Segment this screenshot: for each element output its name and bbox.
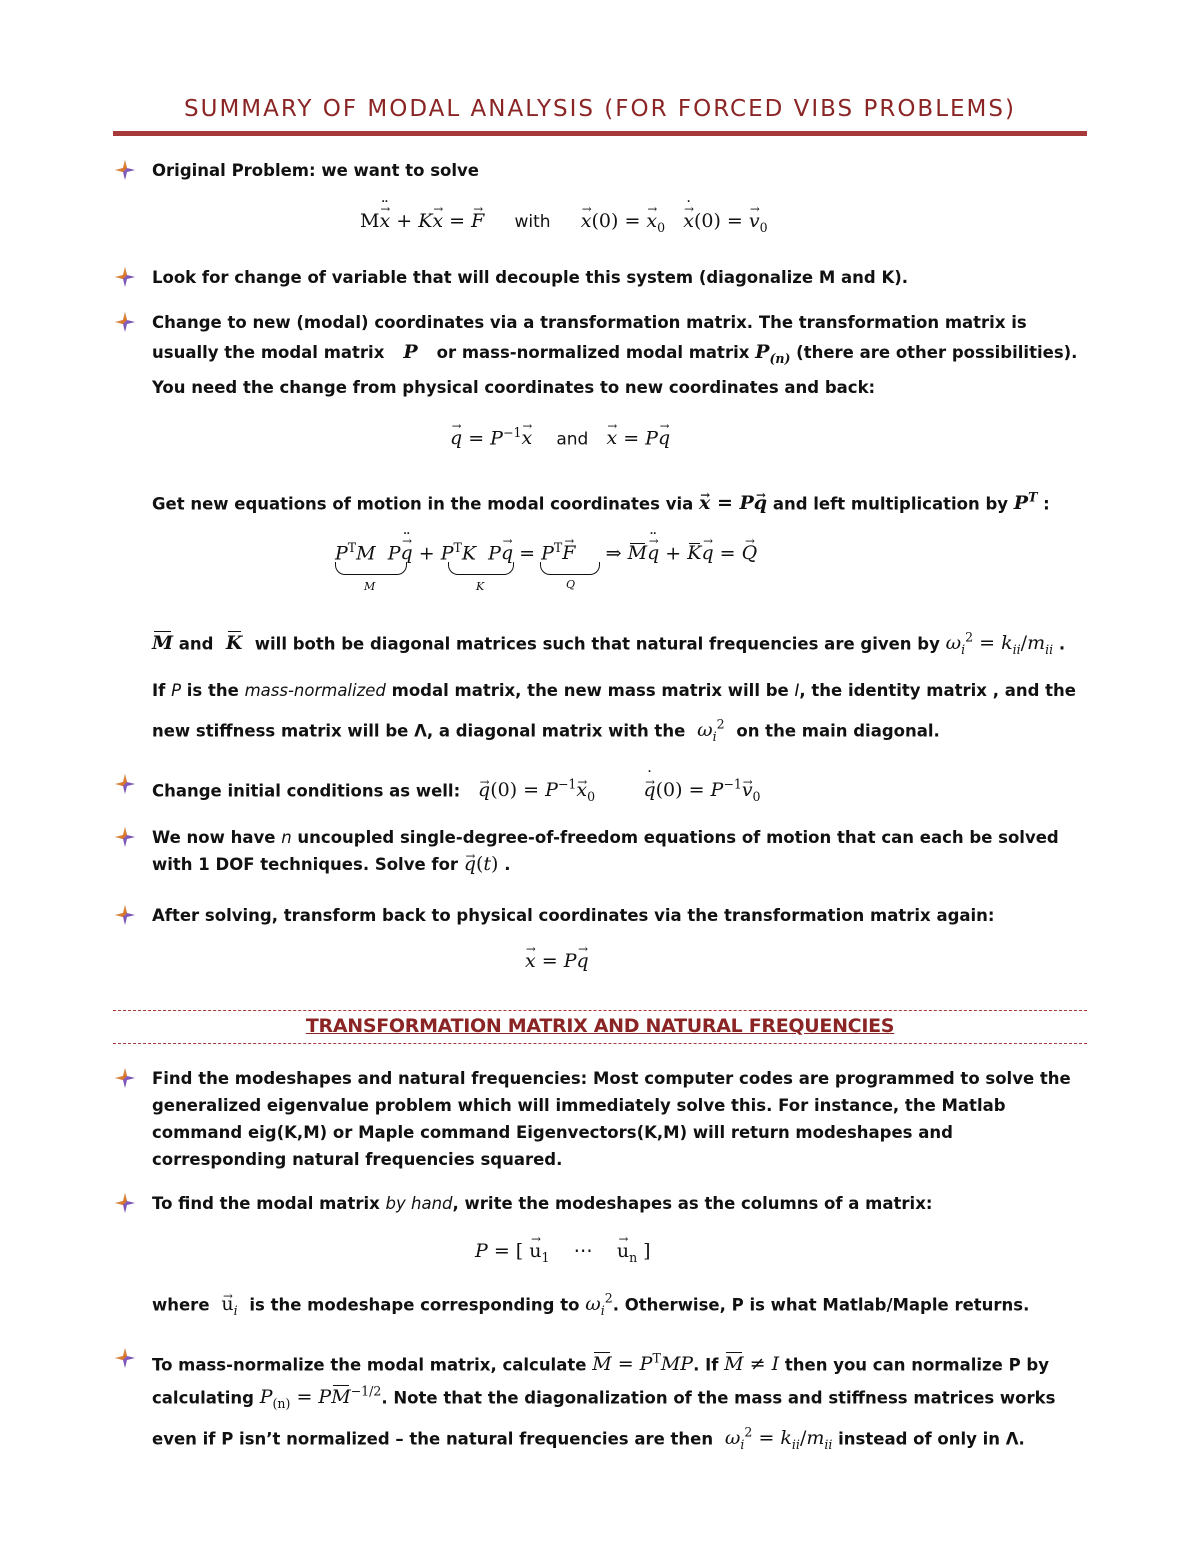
bullet-icon bbox=[113, 825, 137, 849]
bullet-icon bbox=[113, 310, 137, 334]
modeshape-definition-line: where → $u_i$ is the modeshape corresponding to $\omega_i^2$. Otherwise, P is what Matlab/Maple returns. bbox=[152, 1285, 1029, 1324]
title-rule bbox=[113, 131, 1087, 136]
with-word: with bbox=[514, 212, 551, 232]
coordinate-transform-equation: → $q = P^{-1}\to x$ and → x = P→ q bbox=[450, 425, 670, 449]
bullet-icon bbox=[113, 772, 137, 796]
modal-matrix-by-hand-line: To find the modal matrix by hand, write the modeshapes as the columns of a matrix: bbox=[152, 1194, 933, 1213]
bullet-modal-coords-l1: Change to new (modal) coordinates via a transformation matrix. The transformation matrix is bbox=[152, 313, 1027, 332]
stiffness-line: new stiffness matrix will be Λ, a diagonal matrix with the $\omega_i^2$ on the main diagonal. bbox=[152, 717, 940, 745]
uncoupled-line-2: with 1 DOF techniques. Solve for → q(t) . bbox=[152, 851, 510, 878]
brace-k bbox=[448, 562, 514, 575]
section-heading: TRANSFORMATION MATRIX AND NATURAL FREQUENCIES bbox=[305, 1015, 895, 1037]
bullet-icon bbox=[113, 1191, 137, 1215]
brace-q bbox=[540, 562, 600, 575]
bullet-icon bbox=[113, 158, 137, 182]
brace-m bbox=[335, 562, 407, 575]
brace-label-k: K bbox=[476, 580, 485, 593]
transform-back-equation: → x = P→ q bbox=[525, 950, 589, 972]
modal-eom-equation: $P^TM$ P→ q ¨ + $P^TK$ $P\to q = P^T\to F$ ⇒ M→ q ¨ + K→ q = → Q bbox=[335, 540, 757, 564]
section-divider-bottom bbox=[113, 1043, 1087, 1044]
bullet-modal-coords-l2: usually the modal matrix P or mass-normalized modal matrix $P_{(n)}$ (there are other possibilities). bbox=[152, 341, 1078, 366]
brace-label-m: M bbox=[364, 580, 376, 593]
modal-matrix-equation: P = [ → $u_1$ ⋯ → $u_n$ ] bbox=[475, 1240, 651, 1265]
bullet-icon bbox=[113, 1346, 137, 1370]
bullet-icon bbox=[113, 1066, 137, 1090]
transform-back-line: After solving, transform back to physical coordinates via the transformation matrix again: bbox=[152, 906, 995, 925]
mass-normalize-line-3: even if P isn’t normalized – the natural frequencies are then $\omega_i^2 = k_{ii}/m_{ii}$ instead of only in Λ. bbox=[152, 1425, 1025, 1453]
section-divider-top bbox=[113, 1010, 1087, 1011]
modeshapes-line-1: Find the modeshapes and natural frequencies: Most computer codes are programmed to solve the bbox=[152, 1069, 1071, 1088]
page-title: SUMMARY OF MODAL ANALYSIS (FOR FORCED VIBS PROBLEMS) bbox=[184, 96, 1016, 122]
mass-normalize-line-2: calculating $P_{(n)} = PM^{-1/2}$. Note that the diagonalization of the mass and stiffness matrices works bbox=[152, 1384, 1056, 1412]
mass-normalized-line: If P is the mass-normalized modal matrix, the new mass matrix will be I, the identity matrix , and the bbox=[152, 681, 1076, 700]
bullet-decouple: Look for change of variable that will decouple this system (diagonalize M and K). bbox=[152, 268, 909, 287]
initial-conditions-line: Change initial conditions as well: → $q(0) = P^{-1}\to x_0$ → q ˙(0) = $P^{-1}\to v_0$ bbox=[152, 771, 761, 810]
equation-of-motion: M→ x ¨ + K→ x = → F with → x(0) = → $x_0 \to x$ ˙(0) = → $v_0$ bbox=[360, 210, 768, 235]
bullet-icon bbox=[113, 265, 137, 289]
modeshapes-line-3: command eig(K,M) or Maple command Eigenvectors(K,M) will return modeshapes and bbox=[152, 1123, 953, 1142]
bullet-original-problem: Original Problem: we want to solve bbox=[152, 161, 479, 180]
uncoupled-line-1: We now have n uncoupled single-degree-of-freedom equations of motion that can each be solved bbox=[152, 828, 1059, 847]
bullet-icon bbox=[113, 903, 137, 927]
modeshapes-line-4: corresponding natural frequencies squared. bbox=[152, 1150, 563, 1169]
modeshapes-line-2: generalized eigenvalue problem which will immediately solve this. For instance, the Matlab bbox=[152, 1096, 1006, 1115]
diagonal-matrices-line: M and K will both be diagonal matrices such that natural frequencies are given by $\omega_i^2 = k_{ii}/m_{ii}$ . bbox=[152, 630, 1066, 658]
brace-label-q: Q bbox=[566, 578, 576, 591]
new-eom-line: Get new equations of motion in the modal coordinates via → x = P→ q and left multiplication by $P^T$ : bbox=[152, 484, 1050, 517]
mass-normalize-line-1: To mass-normalize the modal matrix, calculate $M = P^TMP$. If M ≠ I then you can normalize P by bbox=[152, 1345, 1049, 1378]
bullet-modal-coords-l3: You need the change from physical coordinates to new coordinates and back: bbox=[152, 378, 876, 397]
